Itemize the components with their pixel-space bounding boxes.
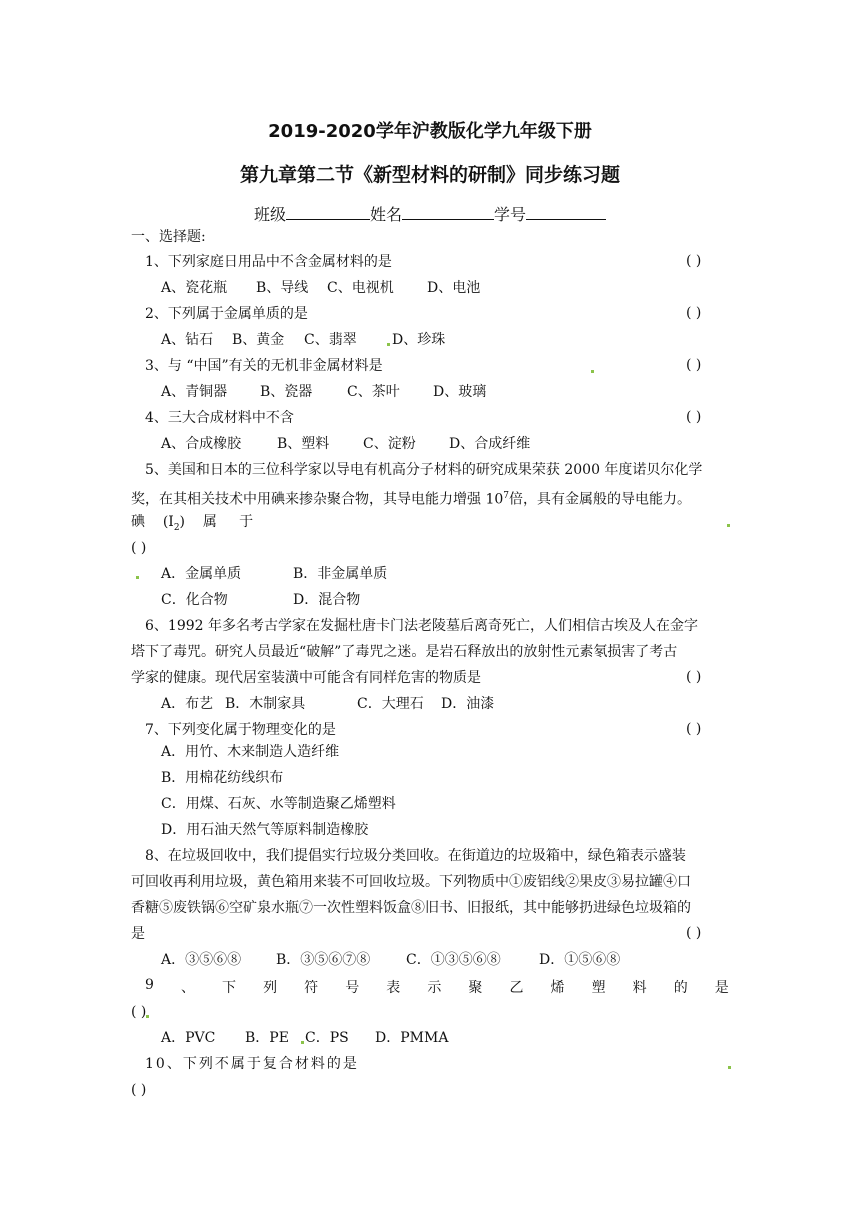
question-6-line: 塔下了毒咒。研究人员最近“破解”了毒咒之迷。是岩石释放出的放射性元素氡损害了考古 — [131, 644, 678, 660]
option: D．用石油天然气等原料制造橡胶 — [161, 822, 369, 838]
option: D、电池 — [427, 280, 481, 296]
option: B、瓷器 — [260, 384, 313, 400]
option: A．③⑤⑥⑧ — [161, 952, 242, 968]
option: C、翡翠 — [304, 332, 357, 348]
option: B、黄金 — [232, 332, 285, 348]
scan-speck — [728, 1066, 731, 1069]
scan-speck — [727, 524, 730, 527]
question-8-line: 可回收再利用垃圾，黄色箱用来装不可回收垃圾。下列物质中①废铝线②果皮③易拉罐④口 — [131, 874, 691, 890]
question-3-options — [161, 383, 486, 401]
document-subtitle: 第九章第二节《新型材料的研制》同步练习题 — [239, 164, 620, 186]
class-blank[interactable] — [286, 205, 370, 220]
question-8-line: 香糖⑤废铁锅⑥空矿泉水瓶⑦一次性塑料饭盒⑧旧书、旧报纸，其中能够扔进绿色垃圾箱的 — [131, 900, 691, 916]
option: B．木制家具 — [225, 696, 306, 712]
question-9-stem: 9 、 下 列 符 号 表 示 聚 乙 烯 塑 料 的 是 — [145, 977, 729, 996]
question-5-line: 5、美国和日本的三位科学家以导电有机高分子材料的研究成果荣获 2000 年度诺贝尔化学 — [145, 462, 703, 478]
option: D．①⑤⑥⑧ — [539, 952, 621, 968]
option: C、淀粉 — [363, 436, 416, 452]
question-3-stem: 3、与 “中国”有关的无机非金属材料是 — [145, 358, 383, 374]
question-1-stem: 1、下列家庭日用品中不含金属材料的是 — [145, 254, 392, 270]
document-title: 2019-2020学年沪教版化学九年级下册 — [268, 121, 592, 142]
answer-paren: ( ) — [686, 409, 702, 425]
option: C．用煤、石灰、水等制造聚乙烯塑料 — [161, 796, 396, 812]
answer-paren: ( ) — [131, 1004, 147, 1020]
scan-speck — [146, 1015, 149, 1018]
option: D．PMMA — [375, 1030, 449, 1046]
question-5-line: 奖，在其相关技术中用碘来掺杂聚合物，其导电能力增强 $10^7$倍，具有金属般的导电能力。 — [131, 491, 691, 508]
id-blank[interactable] — [526, 205, 606, 220]
option: A、合成橡胶 — [161, 436, 242, 452]
question-6-line: 学家的健康。现代居室装潢中可能含有同样危害的物质是 — [131, 670, 481, 686]
option: B、导线 — [256, 280, 309, 296]
answer-paren: ( ) — [686, 925, 702, 941]
answer-paren: ( ) — [131, 1082, 147, 1098]
answer-paren: ( ) — [686, 721, 702, 737]
option: D．油漆 — [441, 696, 495, 712]
option: C、茶叶 — [347, 384, 400, 400]
option: B．非金属单质 — [293, 566, 388, 582]
question-7-stem: 7、下列变化属于物理变化的是 — [145, 722, 336, 738]
section-heading: 一、选择题: — [131, 229, 206, 245]
option: A．PVC — [161, 1030, 216, 1046]
option: C．PS — [305, 1030, 349, 1046]
option: D、玻璃 — [433, 384, 487, 400]
question-6-line: 6、1992 年多名考古学家在发掘杜唐卡门法老陵墓后离奇死亡，人们相信古埃及人在金字 — [145, 618, 698, 634]
question-2-stem: 2、下列属于金属单质的是 — [145, 306, 308, 322]
question-8-line: 是 — [131, 926, 145, 942]
option: B．PE — [245, 1030, 289, 1046]
question-5-options — [161, 591, 360, 609]
answer-paren: ( ) — [686, 305, 702, 321]
question-9-options — [161, 1029, 448, 1047]
name-label: 姓名 — [369, 205, 402, 224]
answer-paren: ( ) — [131, 540, 147, 556]
question-8-options — [161, 951, 620, 969]
option: C．①③⑤⑥⑧ — [406, 952, 501, 968]
id-label: 学号 — [494, 205, 527, 224]
option: B、塑料 — [277, 436, 330, 452]
class-label: 班级 — [253, 205, 286, 224]
option: D．混合物 — [293, 592, 361, 608]
question-10-stem: 10、下列不属于复合材料的是 — [145, 1056, 359, 1072]
option: A．布艺 — [161, 696, 214, 712]
answer-paren: ( ) — [686, 253, 702, 269]
student-info-line — [0, 202, 860, 225]
question-5-line: 碘 $(I_2)$ 属 于 — [131, 514, 254, 533]
question-4-options — [161, 435, 530, 453]
option: A、青铜器 — [161, 384, 228, 400]
option: A．金属单质 — [161, 566, 242, 582]
option: A、钻石 — [161, 332, 214, 348]
answer-paren: ( ) — [686, 669, 702, 685]
option: B．用棉花纺线织布 — [161, 770, 284, 786]
scan-speck — [136, 576, 139, 579]
option: A．用竹、木来制造人造纤维 — [161, 744, 340, 760]
question-6-options — [161, 695, 494, 713]
option: A、瓷花瓶 — [161, 280, 228, 296]
scan-speck — [591, 370, 594, 373]
name-blank[interactable] — [402, 205, 494, 220]
option: B．③⑤⑥⑦⑧ — [276, 952, 371, 968]
question-4-stem: 4、三大合成材料中不含 — [145, 410, 294, 426]
option: C．化合物 — [161, 592, 228, 608]
option: D、合成纤维 — [449, 436, 531, 452]
answer-paren: ( ) — [686, 357, 702, 373]
option: C．大理石 — [357, 696, 424, 712]
option: D、珍珠 — [392, 332, 446, 348]
question-1-options — [161, 279, 480, 297]
question-5-options — [161, 565, 387, 583]
scan-speck — [387, 343, 390, 346]
question-8-line: 8、在垃圾回收中，我们提倡实行垃圾分类回收。在街道边的垃圾箱中，绿色箱表示盛装 — [145, 848, 686, 864]
question-2-options — [161, 331, 445, 349]
scan-speck — [301, 1041, 304, 1044]
option: C、电视机 — [327, 280, 394, 296]
